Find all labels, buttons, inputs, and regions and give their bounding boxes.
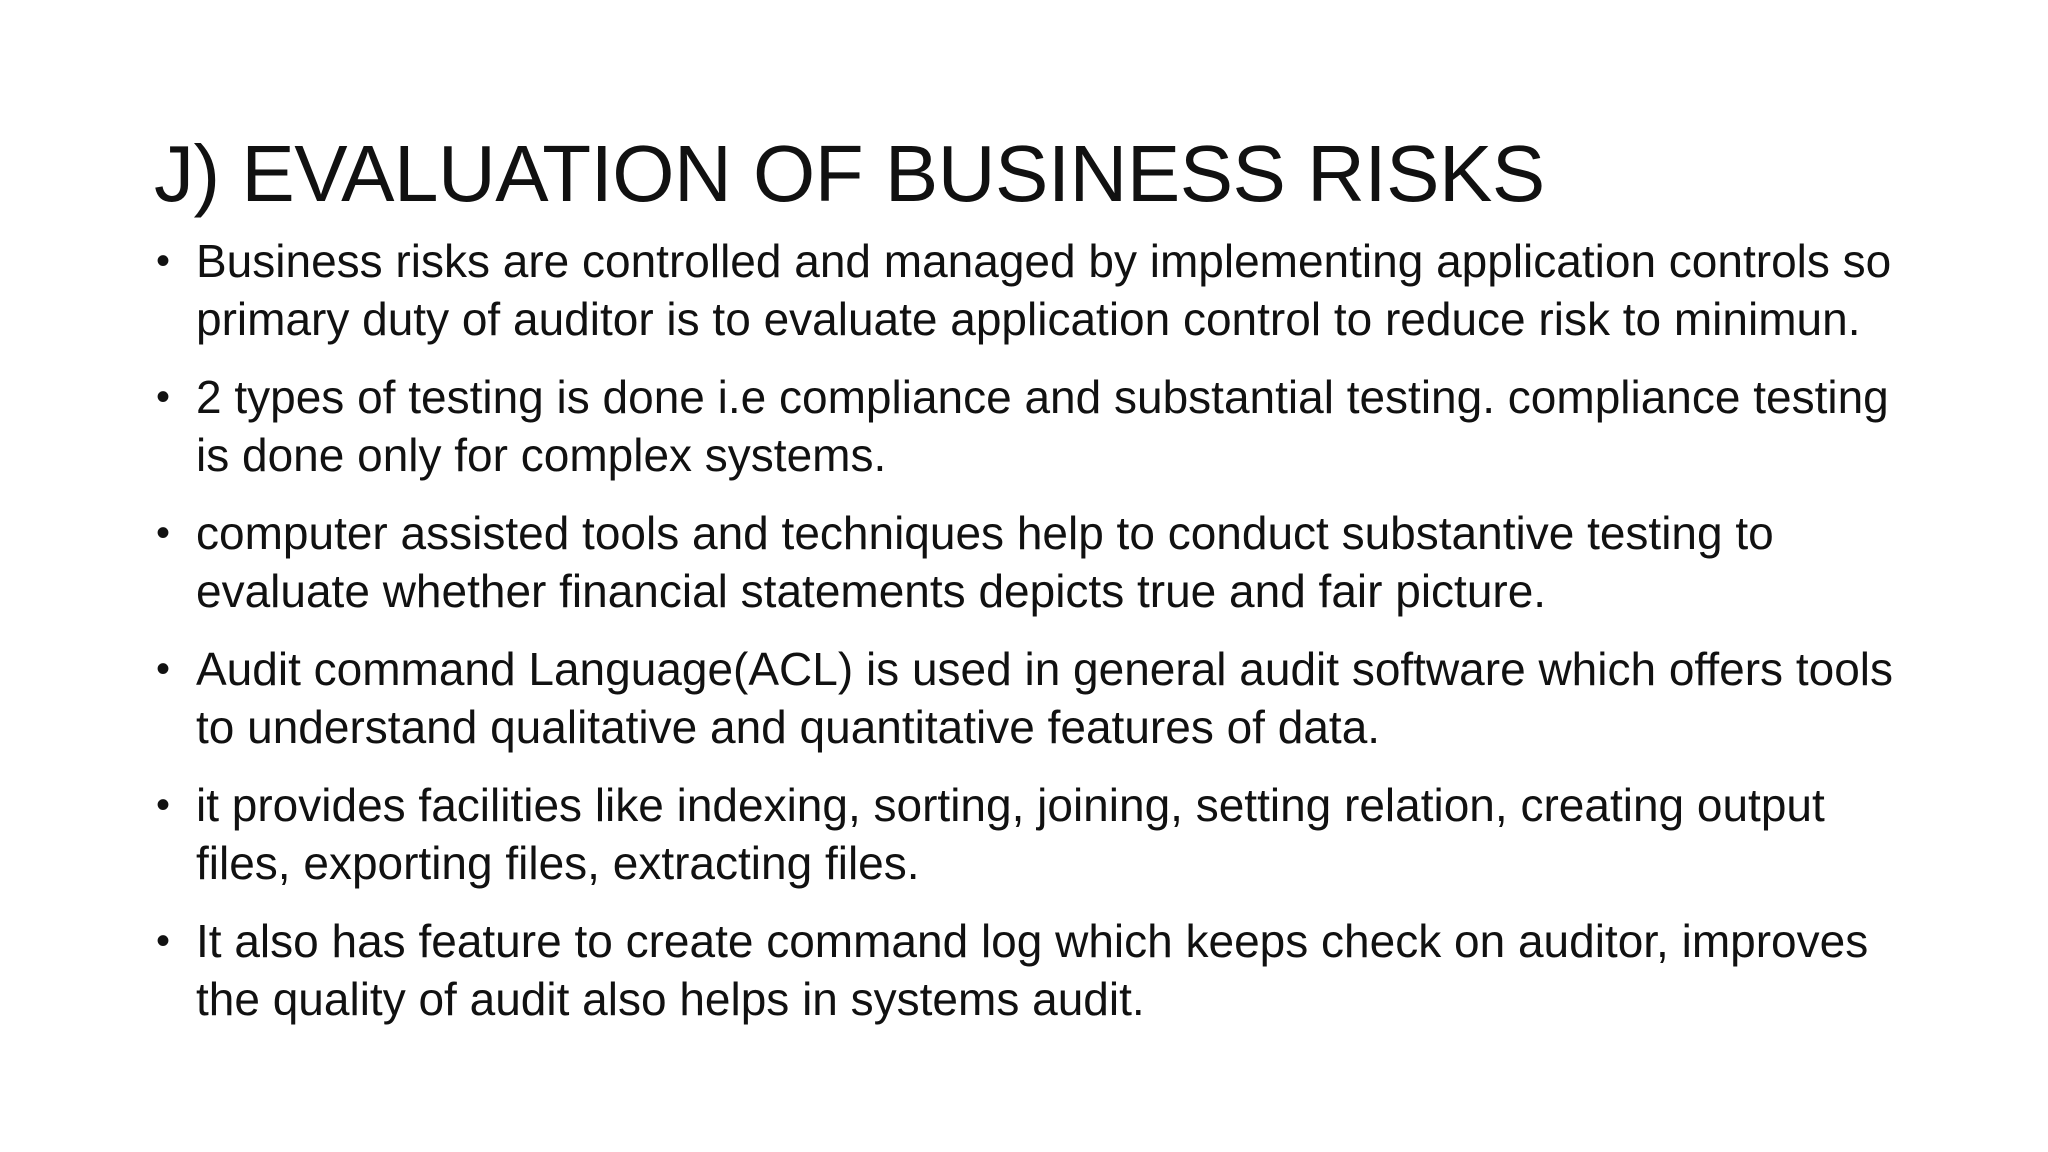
bullet-item <box>154 640 1914 756</box>
bullet-dot-icon: • <box>156 375 171 419</box>
bullet-text: It also has feature to create command log which keeps check on auditor, improves the quality of audit also helps in systems audit. <box>196 915 1869 1025</box>
bullet-text: it provides facilities like indexing, sorting, joining, setting relation, creating output files, exporting files, extracting files. <box>196 779 1825 889</box>
bullet-text: 2 types of testing is done i.e compliance and substantial testing. compliance testing is done only for complex systems. <box>196 371 1889 481</box>
bullet-list <box>154 232 1914 1048</box>
bullet-dot-icon: • <box>156 919 171 963</box>
bullet-text: Audit command Language(ACL) is used in general audit software which offers tools to understand qualitative and quantitative features of data. <box>196 643 1893 753</box>
bullet-item <box>154 368 1914 484</box>
bullet-item <box>154 912 1914 1028</box>
bullet-text: computer assisted tools and techniques help to conduct substantive testing to evaluate whether financial statements depicts true and fair picture. <box>196 507 1774 617</box>
bullet-dot-icon: • <box>156 239 171 283</box>
slide-title: J) EVALUATION OF BUSINESS RISKS <box>154 129 1545 218</box>
bullet-item <box>154 232 1914 348</box>
bullet-item <box>154 776 1914 892</box>
bullet-dot-icon: • <box>156 647 171 691</box>
bullet-text: Business risks are controlled and managed by implementing application controls so primary duty of auditor is to evaluate application control to reduce risk to minimun. <box>196 235 1892 345</box>
bullet-dot-icon: • <box>156 511 171 555</box>
bullet-item <box>154 504 1914 620</box>
bullet-dot-icon: • <box>156 783 171 827</box>
